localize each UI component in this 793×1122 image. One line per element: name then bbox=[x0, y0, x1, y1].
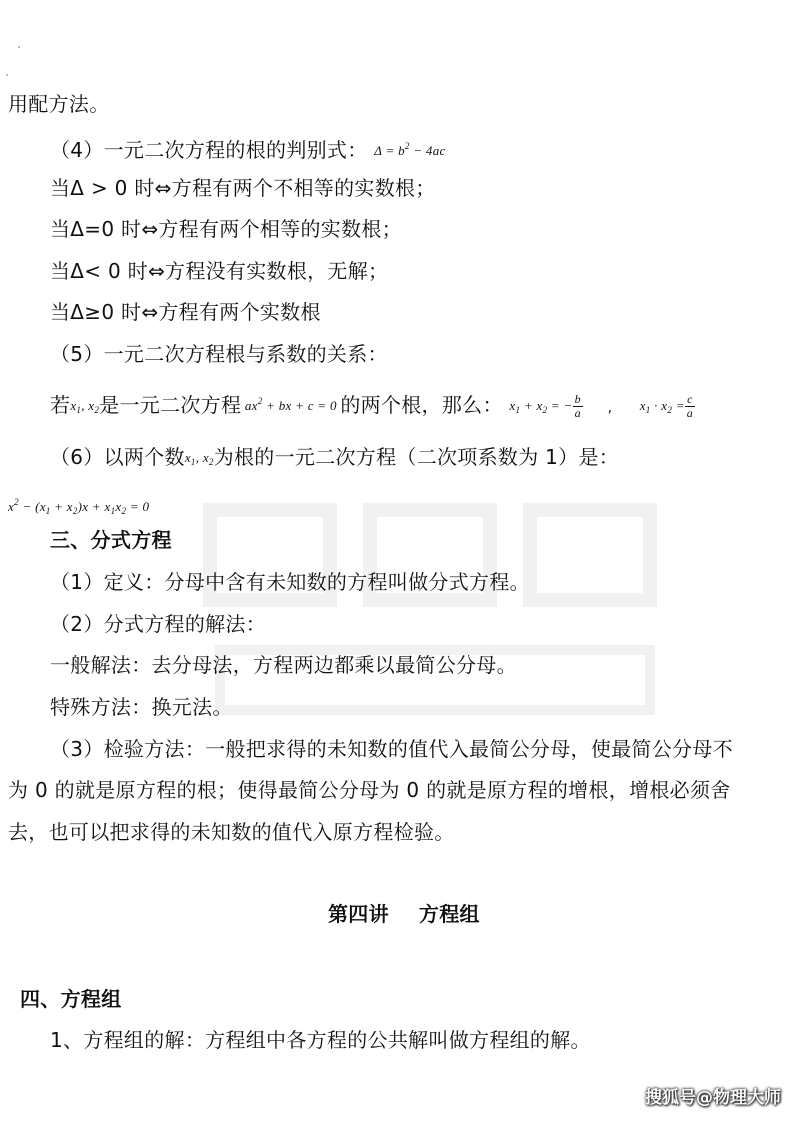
text-line: （1）定义：分母中含有未知数的方程叫做分式方程。 bbox=[50, 570, 530, 594]
text-line: （5）一元二次方程根与系数的关系： bbox=[50, 342, 388, 366]
text-line: 当Δ< 0 时⇔方程没有实数根，无解； bbox=[50, 259, 389, 283]
roots-formula: $x_1$, $x_2$ bbox=[184, 450, 214, 467]
discriminant-formula: $\Delta = b^2 - 4ac$ bbox=[374, 141, 446, 158]
quadratic-formula: $ax^2$ + bx + c = 0 bbox=[241, 396, 341, 413]
text-fragment: （6）以两个数 bbox=[50, 445, 185, 469]
sum-of-roots-formula: $x_1 + x_2$ = − bbox=[509, 398, 573, 415]
discriminant-line bbox=[50, 132, 446, 165]
text-line: 特殊方法：换元法。 bbox=[50, 695, 233, 719]
text-line: 当Δ=0 时⇔方程有两个相等的实数根； bbox=[50, 217, 402, 241]
text-line: 用配方法。 bbox=[8, 92, 110, 116]
constructed-equation-formula: $x^2 - (x_1 + x_2)x + x_1x_2 = 0$ bbox=[8, 497, 150, 516]
fraction-c-over-a: $\frac{c}{a}$ bbox=[686, 392, 694, 420]
text-line: （3）检验方法：一般把求得的未知数的值代入最简公分母，使最简公分母不 bbox=[50, 737, 733, 761]
text-line: 当Δ≥0 时⇔方程有两个实数根 bbox=[50, 300, 321, 324]
text-line: 1、方程组的解：方程组中各方程的公共解叫做方程组的解。 bbox=[50, 1028, 591, 1052]
text-line: （2）分式方程的解法： bbox=[50, 612, 267, 636]
sohu-watermark: 搜狐号@物理大师 bbox=[645, 1088, 781, 1108]
section-heading: 三、分式方程 bbox=[50, 528, 172, 552]
text-line: 去，也可以把求得的未知数的值代入原方程检验。 bbox=[8, 820, 455, 844]
text-line: 当Δ > 0 时⇔方程有两个不相等的实数根； bbox=[50, 176, 436, 200]
watermark-logo-graphic bbox=[200, 500, 670, 730]
fraction-b-over-a: $\frac{b}{a}$ bbox=[574, 392, 581, 420]
text-line: 为 0 的就是原方程的根；使得最简公分母为 0 的就是原方程的增根，增根必须舍 bbox=[8, 778, 731, 802]
text-line: 一般解法：去分母法，方程两边都乘以最简公分母。 bbox=[50, 653, 517, 677]
construct-equation-line bbox=[50, 443, 619, 476]
text-fragment: 若 bbox=[50, 393, 71, 417]
lecture-title bbox=[328, 900, 480, 928]
text-fragment: 的两个根，那么： bbox=[340, 393, 503, 417]
equation-line bbox=[8, 488, 149, 525]
text-fragment: 为根的一元二次方程（二次项系数为 1）是： bbox=[213, 445, 620, 469]
product-of-roots-formula: $x_1 \cdot x_2$ = bbox=[639, 398, 685, 415]
scan-dot bbox=[18, 46, 20, 48]
roots-formula: $x_1$, $x_2$ bbox=[70, 398, 100, 415]
section-heading: 四、方程组 bbox=[20, 987, 122, 1011]
scan-dot bbox=[6, 74, 8, 76]
lecture-number: 第四讲 bbox=[328, 902, 389, 926]
discriminant-label: （4）一元二次方程的根的判别式： bbox=[50, 138, 368, 162]
vieta-line: 若$x_1$, $x_2$是一元二次方程 $ax^2$ + bx + c = 0 的两个根，那么： $x_1 + x_2$ = − $\frac{b}{a}$ , $x_1 \cdot x_2$ = $\frac{c}{a}$ bbox=[50, 392, 694, 420]
text-fragment: 是一元二次方程 bbox=[99, 393, 242, 417]
lecture-topic: 方程组 bbox=[418, 902, 480, 926]
